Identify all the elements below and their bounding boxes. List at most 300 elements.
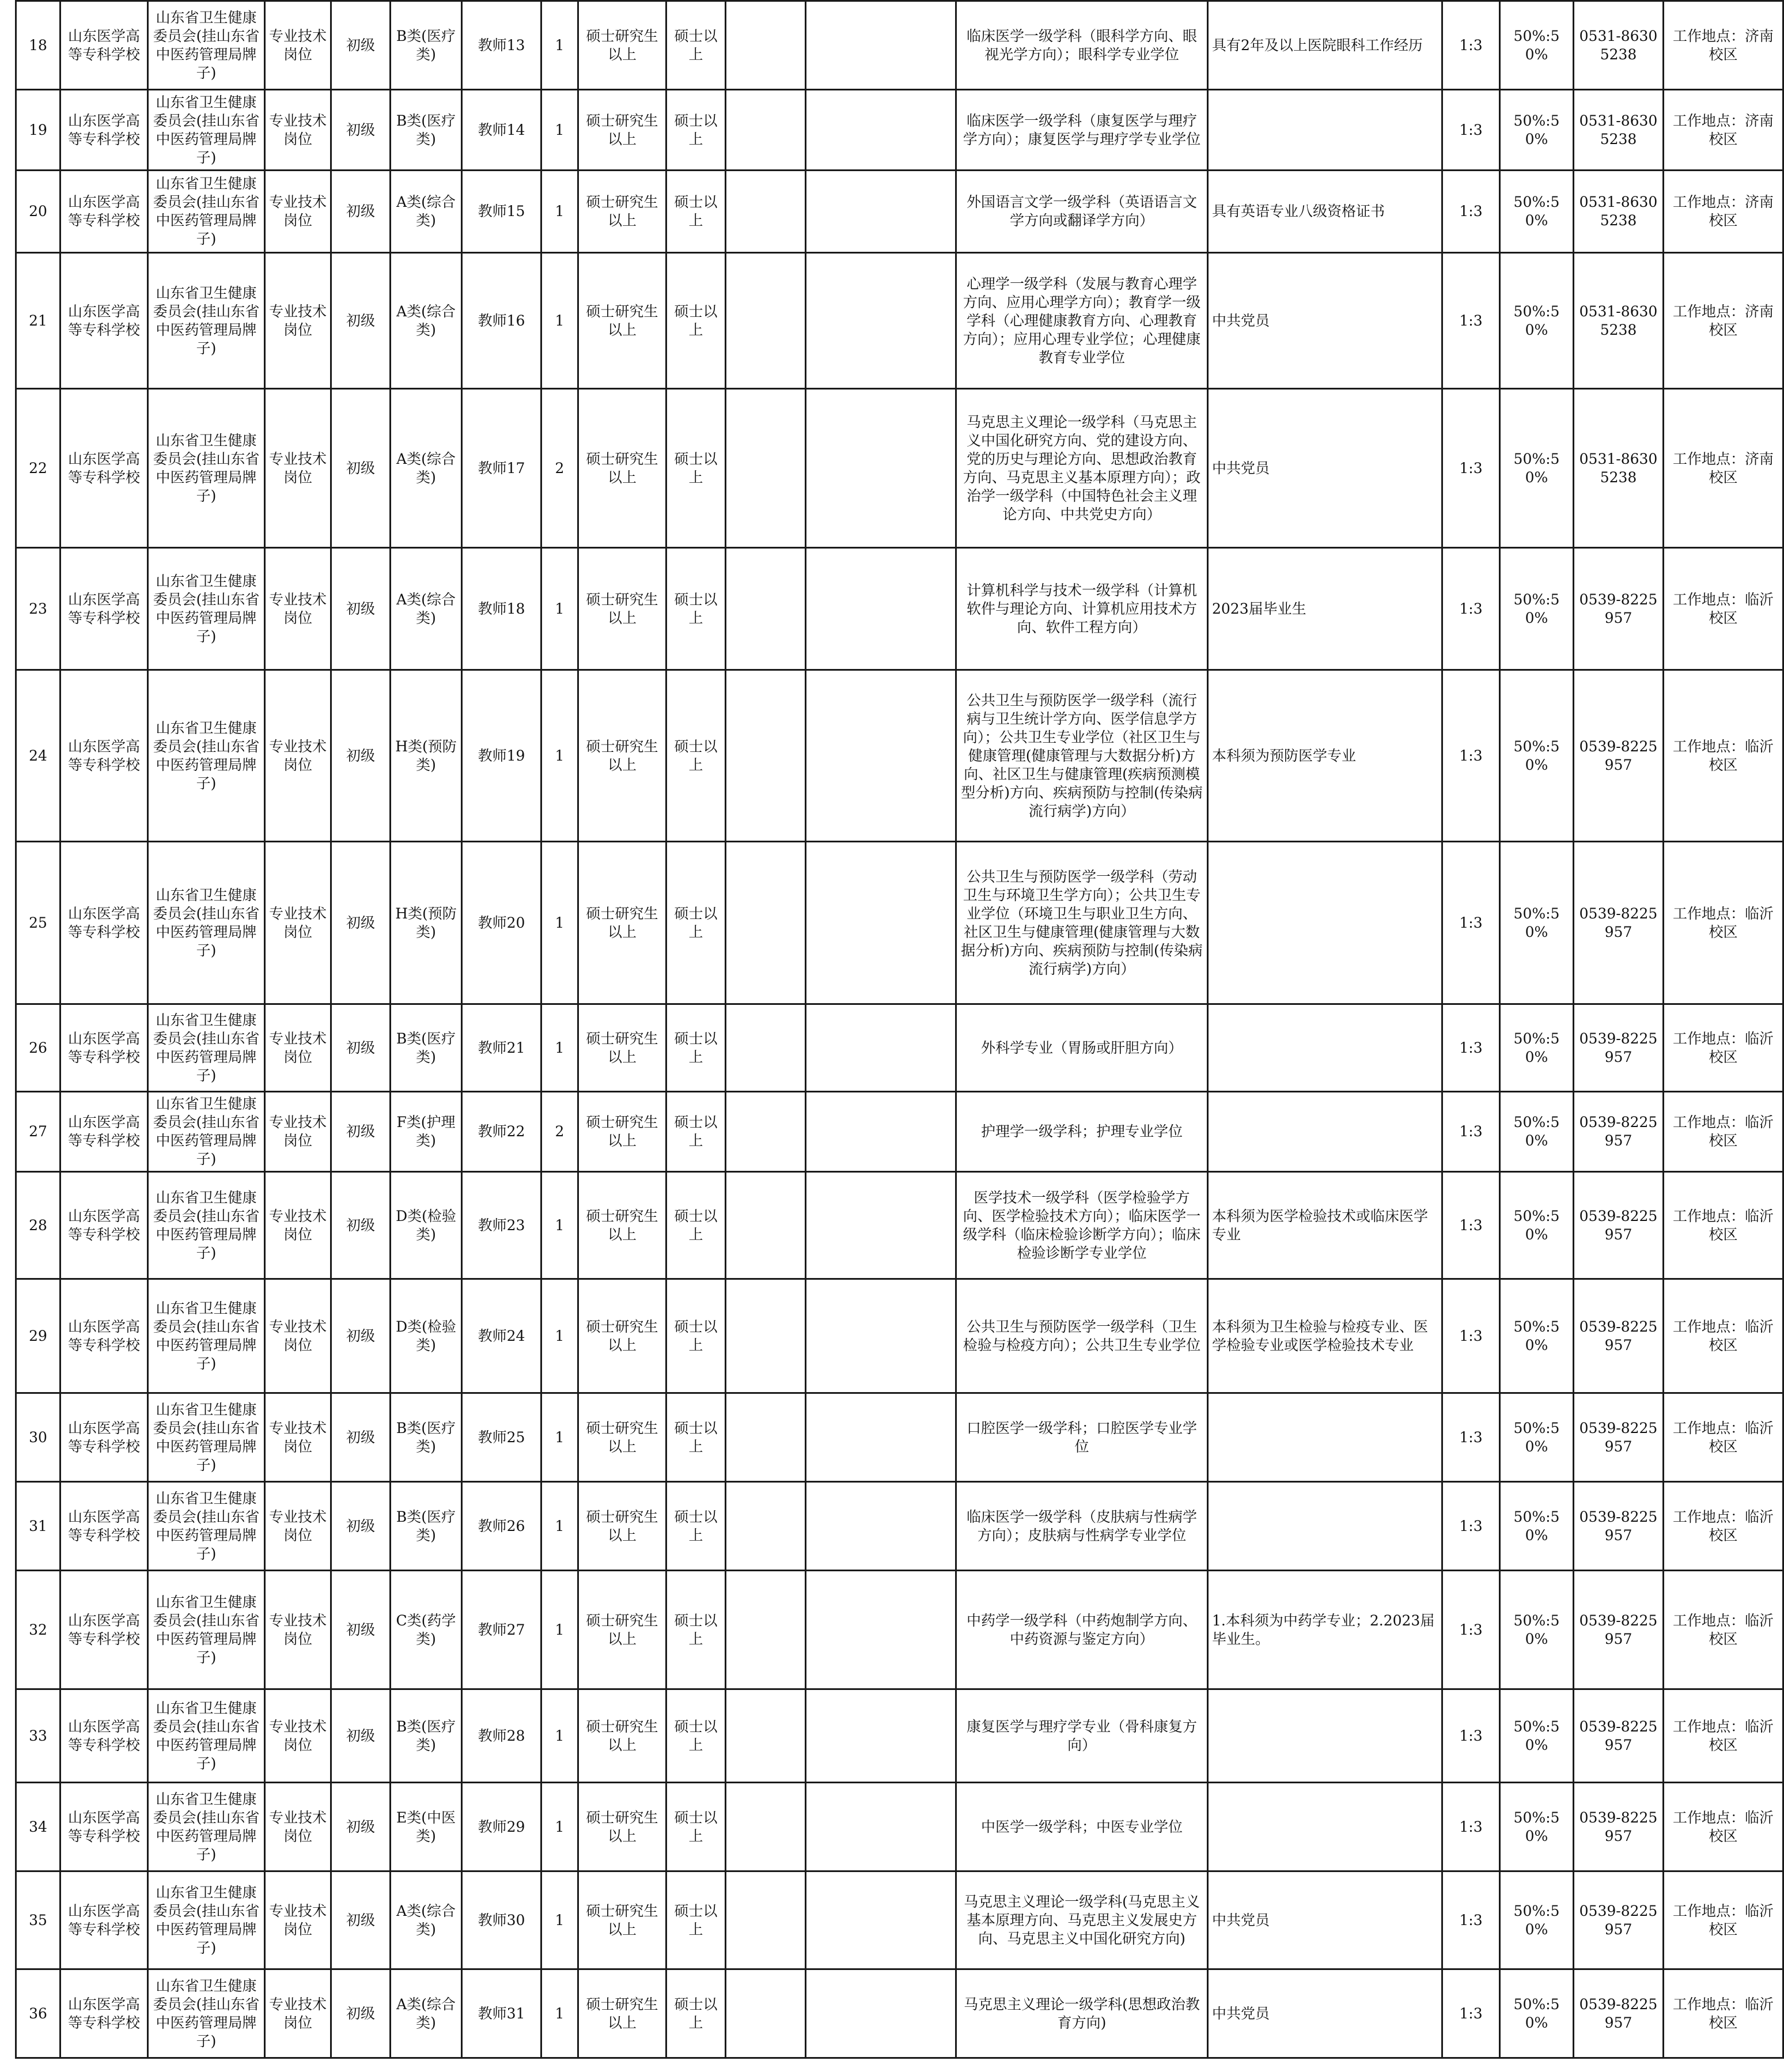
exam-ratio-cell: 1:3: [1442, 253, 1500, 389]
major-cell: 马克思主义理论一级学科(马克思主义基本原理方向、马克思主义发展史方向、马克思主义中国化研究方向): [956, 1871, 1208, 1969]
table-row: [16, 1689, 1783, 1783]
department-cell: 山东省卫生健康委员会(挂山东省中医药管理局牌子): [148, 1571, 265, 1689]
table-row: [16, 1279, 1783, 1393]
post-category-cell: D类(检验类): [391, 1172, 462, 1279]
score-weight-cell: 50%:50%: [1500, 171, 1574, 253]
post-type-cell: 专业技术岗位: [265, 253, 331, 389]
remarks-cell: 工作地点：临沂校区: [1664, 1393, 1783, 1482]
department-cell: 山东省卫生健康委员会(挂山东省中医药管理局牌子): [148, 253, 265, 389]
department-cell: 山东省卫生健康委员会(挂山东省中医药管理局牌子): [148, 1393, 265, 1482]
education-cell: 硕士研究生以上: [578, 1, 666, 90]
table-row: [16, 253, 1783, 389]
blank-cell: [726, 1279, 806, 1393]
degree-cell: 硕士以上: [666, 1393, 726, 1482]
degree-cell: 硕士以上: [666, 1969, 726, 2058]
post-name-cell: 教师16: [462, 253, 541, 389]
blank-cell: [726, 842, 806, 1004]
post-level-cell: 初级: [331, 548, 391, 670]
post-type-cell: 专业技术岗位: [265, 1004, 331, 1092]
table-row: [16, 670, 1783, 842]
requirements-cell: [1208, 90, 1442, 171]
degree-cell: 硕士以上: [666, 548, 726, 670]
blank-cell: [806, 1689, 956, 1783]
post-type-cell: 专业技术岗位: [265, 1571, 331, 1689]
post-level-cell: 初级: [331, 1172, 391, 1279]
contact-phone-cell: 0539-8225957: [1574, 1172, 1664, 1279]
row-number-cell: 28: [16, 1172, 60, 1279]
blank-cell: [806, 1969, 956, 2058]
exam-ratio-cell: 1:3: [1442, 842, 1500, 1004]
education-cell: 硕士研究生以上: [578, 90, 666, 171]
row-number-cell: 35: [16, 1871, 60, 1969]
blank-cell: [726, 1969, 806, 2058]
employer-cell: 山东医学高等专科学校: [60, 90, 148, 171]
employer-cell: 山东医学高等专科学校: [60, 253, 148, 389]
post-name-cell: 教师18: [462, 548, 541, 670]
score-weight-cell: 50%:50%: [1500, 1172, 1574, 1279]
score-weight-cell: 50%:50%: [1500, 1969, 1574, 2058]
education-cell: 硕士研究生以上: [578, 1783, 666, 1871]
post-name-cell: 教师19: [462, 670, 541, 842]
major-cell: 康复医学与理疗学专业（骨科康复方向）: [956, 1689, 1208, 1783]
remarks-cell: 工作地点：临沂校区: [1664, 670, 1783, 842]
exam-ratio-cell: 1:3: [1442, 1482, 1500, 1571]
major-cell: 公共卫生与预防医学一级学科（流行病与卫生统计学方向、医学信息学方向）；公共卫生专业学位（社区卫生与健康管理(健康管理与大数据分析)方向、社区卫生与健康管理(疾病预测模型分析)方向、疾病预防与控制(传染病流行病学)方向）: [956, 670, 1208, 842]
major-cell: 计算机科学与技术一级学科（计算机软件与理论方向、计算机应用技术方向、软件工程方向）: [956, 548, 1208, 670]
blank-cell: [726, 90, 806, 171]
exam-ratio-cell: 1:3: [1442, 1689, 1500, 1783]
post-category-cell: B类(医疗类): [391, 90, 462, 171]
row-number-cell: 21: [16, 253, 60, 389]
exam-ratio-cell: 1:3: [1442, 1172, 1500, 1279]
exam-ratio-cell: 1:3: [1442, 670, 1500, 842]
post-level-cell: 初级: [331, 253, 391, 389]
post-level-cell: 初级: [331, 1571, 391, 1689]
employer-cell: 山东医学高等专科学校: [60, 1783, 148, 1871]
blank-cell: [806, 1, 956, 90]
remarks-cell: 工作地点：临沂校区: [1664, 1689, 1783, 1783]
remarks-cell: 工作地点：临沂校区: [1664, 1783, 1783, 1871]
major-cell: 临床医学一级学科（康复医学与理疗学方向）；康复医学与理疗学专业学位: [956, 90, 1208, 171]
blank-cell: [726, 1482, 806, 1571]
score-weight-cell: 50%:50%: [1500, 1393, 1574, 1482]
post-level-cell: 初级: [331, 1092, 391, 1172]
blank-cell: [806, 670, 956, 842]
education-cell: 硕士研究生以上: [578, 842, 666, 1004]
degree-cell: 硕士以上: [666, 1279, 726, 1393]
major-cell: 口腔医学一级学科；口腔医学专业学位: [956, 1393, 1208, 1482]
degree-cell: 硕士以上: [666, 1172, 726, 1279]
contact-phone-cell: 0539-8225957: [1574, 548, 1664, 670]
department-cell: 山东省卫生健康委员会(挂山东省中医药管理局牌子): [148, 1, 265, 90]
major-cell: 护理学一级学科；护理专业学位: [956, 1092, 1208, 1172]
post-category-cell: A类(综合类): [391, 1871, 462, 1969]
table-body: [16, 1, 1783, 2058]
recruitment-table: [15, 0, 1784, 2059]
department-cell: 山东省卫生健康委员会(挂山东省中医药管理局牌子): [148, 90, 265, 171]
major-cell: 马克思主义理论一级学科（马克思主义中国化研究方向、党的建设方向、党的历史与理论方向、思想政治教育方向、马克思主义基本原理方向）；政治学一级学科（中国特色社会主义理论方向、中共党史方向）: [956, 389, 1208, 548]
post-category-cell: A类(综合类): [391, 171, 462, 253]
requirements-cell: [1208, 1783, 1442, 1871]
exam-ratio-cell: 1:3: [1442, 1279, 1500, 1393]
blank-cell: [806, 171, 956, 253]
headcount-cell: 1: [541, 171, 578, 253]
table-row: [16, 1393, 1783, 1482]
score-weight-cell: 50%:50%: [1500, 548, 1574, 670]
score-weight-cell: 50%:50%: [1500, 1004, 1574, 1092]
degree-cell: 硕士以上: [666, 842, 726, 1004]
department-cell: 山东省卫生健康委员会(挂山东省中医药管理局牌子): [148, 1172, 265, 1279]
table-row: [16, 1092, 1783, 1172]
post-level-cell: 初级: [331, 1279, 391, 1393]
table-row: [16, 1871, 1783, 1969]
score-weight-cell: 50%:50%: [1500, 90, 1574, 171]
blank-cell: [726, 1871, 806, 1969]
blank-cell: [806, 1279, 956, 1393]
headcount-cell: 1: [541, 1871, 578, 1969]
post-name-cell: 教师27: [462, 1571, 541, 1689]
remarks-cell: 工作地点：临沂校区: [1664, 1092, 1783, 1172]
department-cell: 山东省卫生健康委员会(挂山东省中医药管理局牌子): [148, 171, 265, 253]
post-level-cell: 初级: [331, 1969, 391, 2058]
contact-phone-cell: 0539-8225957: [1574, 1783, 1664, 1871]
education-cell: 硕士研究生以上: [578, 1004, 666, 1092]
education-cell: 硕士研究生以上: [578, 1871, 666, 1969]
department-cell: 山东省卫生健康委员会(挂山东省中医药管理局牌子): [148, 1689, 265, 1783]
row-number-cell: 24: [16, 670, 60, 842]
requirements-cell: 本科须为预防医学专业: [1208, 670, 1442, 842]
table-row: [16, 90, 1783, 171]
department-cell: 山东省卫生健康委员会(挂山东省中医药管理局牌子): [148, 1279, 265, 1393]
contact-phone-cell: 0539-8225957: [1574, 1482, 1664, 1571]
employer-cell: 山东医学高等专科学校: [60, 548, 148, 670]
education-cell: 硕士研究生以上: [578, 1571, 666, 1689]
post-type-cell: 专业技术岗位: [265, 1092, 331, 1172]
headcount-cell: 1: [541, 1004, 578, 1092]
post-name-cell: 教师22: [462, 1092, 541, 1172]
table-row: [16, 389, 1783, 548]
department-cell: 山东省卫生健康委员会(挂山东省中医药管理局牌子): [148, 1783, 265, 1871]
contact-phone-cell: 0531-86305238: [1574, 1, 1664, 90]
contact-phone-cell: 0539-8225957: [1574, 1969, 1664, 2058]
education-cell: 硕士研究生以上: [578, 1393, 666, 1482]
post-type-cell: 专业技术岗位: [265, 171, 331, 253]
table-row: [16, 1, 1783, 90]
blank-cell: [806, 1092, 956, 1172]
remarks-cell: 工作地点：临沂校区: [1664, 1482, 1783, 1571]
headcount-cell: 1: [541, 1783, 578, 1871]
department-cell: 山东省卫生健康委员会(挂山东省中医药管理局牌子): [148, 842, 265, 1004]
employer-cell: 山东医学高等专科学校: [60, 1, 148, 90]
contact-phone-cell: 0539-8225957: [1574, 1092, 1664, 1172]
post-level-cell: 初级: [331, 1004, 391, 1092]
contact-phone-cell: 0539-8225957: [1574, 1871, 1664, 1969]
major-cell: 心理学一级学科（发展与教育心理学方向、应用心理学方向）；教育学一级学科（心理健康教育方向、心理教育方向）；应用心理专业学位；心理健康教育专业学位: [956, 253, 1208, 389]
education-cell: 硕士研究生以上: [578, 1689, 666, 1783]
employer-cell: 山东医学高等专科学校: [60, 1871, 148, 1969]
employer-cell: 山东医学高等专科学校: [60, 1393, 148, 1482]
department-cell: 山东省卫生健康委员会(挂山东省中医药管理局牌子): [148, 1092, 265, 1172]
post-type-cell: 专业技术岗位: [265, 1393, 331, 1482]
row-number-cell: 25: [16, 842, 60, 1004]
major-cell: 外国语言文学一级学科（英语语言文学方向或翻译学方向）: [956, 171, 1208, 253]
table-row: [16, 1783, 1783, 1871]
score-weight-cell: 50%:50%: [1500, 670, 1574, 842]
post-name-cell: 教师14: [462, 90, 541, 171]
post-level-cell: 初级: [331, 1482, 391, 1571]
blank-cell: [726, 670, 806, 842]
employer-cell: 山东医学高等专科学校: [60, 1689, 148, 1783]
education-cell: 硕士研究生以上: [578, 1279, 666, 1393]
row-number-cell: 29: [16, 1279, 60, 1393]
degree-cell: 硕士以上: [666, 1482, 726, 1571]
headcount-cell: 1: [541, 1, 578, 90]
education-cell: 硕士研究生以上: [578, 171, 666, 253]
degree-cell: 硕士以上: [666, 1871, 726, 1969]
exam-ratio-cell: 1:3: [1442, 1393, 1500, 1482]
degree-cell: 硕士以上: [666, 1092, 726, 1172]
requirements-cell: 中共党员: [1208, 253, 1442, 389]
row-number-cell: 27: [16, 1092, 60, 1172]
employer-cell: 山东医学高等专科学校: [60, 1279, 148, 1393]
major-cell: 医学技术一级学科（医学检验学方向、医学检验技术方向）；临床医学一级学科（临床检验诊断学方向）；临床检验诊断学专业学位: [956, 1172, 1208, 1279]
degree-cell: 硕士以上: [666, 253, 726, 389]
blank-cell: [806, 1571, 956, 1689]
exam-ratio-cell: 1:3: [1442, 90, 1500, 171]
requirements-cell: 本科须为卫生检验与检疫专业、医学检验专业或医学检验技术专业: [1208, 1279, 1442, 1393]
blank-cell: [726, 1092, 806, 1172]
department-cell: 山东省卫生健康委员会(挂山东省中医药管理局牌子): [148, 1871, 265, 1969]
blank-cell: [806, 1783, 956, 1871]
row-number-cell: 22: [16, 389, 60, 548]
contact-phone-cell: 0539-8225957: [1574, 1689, 1664, 1783]
blank-cell: [726, 548, 806, 670]
post-type-cell: 专业技术岗位: [265, 1783, 331, 1871]
row-number-cell: 36: [16, 1969, 60, 2058]
headcount-cell: 1: [541, 670, 578, 842]
department-cell: 山东省卫生健康委员会(挂山东省中医药管理局牌子): [148, 670, 265, 842]
table-row: [16, 548, 1783, 670]
score-weight-cell: 50%:50%: [1500, 1571, 1574, 1689]
blank-cell: [726, 389, 806, 548]
requirements-cell: [1208, 842, 1442, 1004]
remarks-cell: 工作地点：临沂校区: [1664, 1871, 1783, 1969]
table-row: [16, 171, 1783, 253]
post-category-cell: H类(预防类): [391, 670, 462, 842]
department-cell: 山东省卫生健康委员会(挂山东省中医药管理局牌子): [148, 548, 265, 670]
blank-cell: [726, 1689, 806, 1783]
requirements-cell: 中共党员: [1208, 1871, 1442, 1969]
degree-cell: 硕士以上: [666, 1783, 726, 1871]
contact-phone-cell: 0539-8225957: [1574, 1279, 1664, 1393]
post-type-cell: 专业技术岗位: [265, 1279, 331, 1393]
post-name-cell: 教师23: [462, 1172, 541, 1279]
post-name-cell: 教师28: [462, 1689, 541, 1783]
post-level-cell: 初级: [331, 389, 391, 548]
contact-phone-cell: 0531-86305238: [1574, 389, 1664, 548]
post-type-cell: 专业技术岗位: [265, 670, 331, 842]
employer-cell: 山东医学高等专科学校: [60, 389, 148, 548]
employer-cell: 山东医学高等专科学校: [60, 1571, 148, 1689]
headcount-cell: 1: [541, 842, 578, 1004]
post-name-cell: 教师25: [462, 1393, 541, 1482]
exam-ratio-cell: 1:3: [1442, 1092, 1500, 1172]
post-category-cell: F类(护理类): [391, 1092, 462, 1172]
remarks-cell: 工作地点：济南校区: [1664, 90, 1783, 171]
post-name-cell: 教师20: [462, 842, 541, 1004]
education-cell: 硕士研究生以上: [578, 389, 666, 548]
degree-cell: 硕士以上: [666, 1004, 726, 1092]
headcount-cell: 1: [541, 1482, 578, 1571]
post-category-cell: A类(综合类): [391, 1969, 462, 2058]
contact-phone-cell: 0539-8225957: [1574, 1571, 1664, 1689]
degree-cell: 硕士以上: [666, 389, 726, 548]
degree-cell: 硕士以上: [666, 1571, 726, 1689]
headcount-cell: 1: [541, 1279, 578, 1393]
post-category-cell: A类(综合类): [391, 253, 462, 389]
score-weight-cell: 50%:50%: [1500, 389, 1574, 548]
score-weight-cell: 50%:50%: [1500, 842, 1574, 1004]
post-category-cell: B类(医疗类): [391, 1004, 462, 1092]
remarks-cell: 工作地点：临沂校区: [1664, 1969, 1783, 2058]
remarks-cell: 工作地点：济南校区: [1664, 1, 1783, 90]
row-number-cell: 26: [16, 1004, 60, 1092]
employer-cell: 山东医学高等专科学校: [60, 1172, 148, 1279]
major-cell: 临床医学一级学科（皮肤病与性病学方向）；皮肤病与性病学专业学位: [956, 1482, 1208, 1571]
post-level-cell: 初级: [331, 842, 391, 1004]
employer-cell: 山东医学高等专科学校: [60, 1004, 148, 1092]
major-cell: 中药学一级学科（中药炮制学方向、中药资源与鉴定方向）: [956, 1571, 1208, 1689]
employer-cell: 山东医学高等专科学校: [60, 1482, 148, 1571]
exam-ratio-cell: 1:3: [1442, 1004, 1500, 1092]
degree-cell: 硕士以上: [666, 670, 726, 842]
post-name-cell: 教师30: [462, 1871, 541, 1969]
post-category-cell: B类(医疗类): [391, 1482, 462, 1571]
contact-phone-cell: 0531-86305238: [1574, 171, 1664, 253]
row-number-cell: 32: [16, 1571, 60, 1689]
contact-phone-cell: 0539-8225957: [1574, 670, 1664, 842]
requirements-cell: 具有英语专业八级资格证书: [1208, 171, 1442, 253]
headcount-cell: 1: [541, 1969, 578, 2058]
table-row: [16, 842, 1783, 1004]
headcount-cell: 1: [541, 1393, 578, 1482]
department-cell: 山东省卫生健康委员会(挂山东省中医药管理局牌子): [148, 1004, 265, 1092]
table-row: [16, 1969, 1783, 2058]
blank-cell: [806, 1172, 956, 1279]
remarks-cell: 工作地点：临沂校区: [1664, 1004, 1783, 1092]
row-number-cell: 18: [16, 1, 60, 90]
education-cell: 硕士研究生以上: [578, 1172, 666, 1279]
row-number-cell: 33: [16, 1689, 60, 1783]
row-number-cell: 31: [16, 1482, 60, 1571]
education-cell: 硕士研究生以上: [578, 1969, 666, 2058]
exam-ratio-cell: 1:3: [1442, 548, 1500, 670]
requirements-cell: [1208, 1004, 1442, 1092]
requirements-cell: 中共党员: [1208, 389, 1442, 548]
blank-cell: [806, 389, 956, 548]
major-cell: 临床医学一级学科（眼科学方向、眼视光学方向）；眼科学专业学位: [956, 1, 1208, 90]
post-type-cell: 专业技术岗位: [265, 1482, 331, 1571]
remarks-cell: 工作地点：临沂校区: [1664, 1571, 1783, 1689]
requirements-cell: [1208, 1482, 1442, 1571]
headcount-cell: 2: [541, 1092, 578, 1172]
blank-cell: [806, 1482, 956, 1571]
headcount-cell: 1: [541, 90, 578, 171]
post-category-cell: A类(综合类): [391, 389, 462, 548]
post-type-cell: 专业技术岗位: [265, 1172, 331, 1279]
row-number-cell: 19: [16, 90, 60, 171]
blank-cell: [806, 1004, 956, 1092]
post-category-cell: D类(检验类): [391, 1279, 462, 1393]
row-number-cell: 34: [16, 1783, 60, 1871]
department-cell: 山东省卫生健康委员会(挂山东省中医药管理局牌子): [148, 1969, 265, 2058]
post-category-cell: B类(医疗类): [391, 1393, 462, 1482]
post-level-cell: 初级: [331, 670, 391, 842]
score-weight-cell: 50%:50%: [1500, 1871, 1574, 1969]
requirements-cell: 本科须为医学检验技术或临床医学专业: [1208, 1172, 1442, 1279]
employer-cell: 山东医学高等专科学校: [60, 842, 148, 1004]
employer-cell: 山东医学高等专科学校: [60, 1092, 148, 1172]
blank-cell: [726, 1783, 806, 1871]
requirements-cell: 2023届毕业生: [1208, 548, 1442, 670]
degree-cell: 硕士以上: [666, 1689, 726, 1783]
contact-phone-cell: 0539-8225957: [1574, 1004, 1664, 1092]
requirements-cell: 1.本科须为中药学专业；2.2023届毕业生。: [1208, 1571, 1442, 1689]
row-number-cell: 20: [16, 171, 60, 253]
blank-cell: [726, 1172, 806, 1279]
remarks-cell: 工作地点：临沂校区: [1664, 842, 1783, 1004]
post-category-cell: H类(预防类): [391, 842, 462, 1004]
post-name-cell: 教师31: [462, 1969, 541, 2058]
major-cell: 公共卫生与预防医学一级学科（劳动卫生与环境卫生学方向）；公共卫生专业学位（环境卫生与职业卫生方向、社区卫生与健康管理(健康管理与大数据分析)方向、疾病预防与控制(传染病流行病学)方向）: [956, 842, 1208, 1004]
employer-cell: 山东医学高等专科学校: [60, 1969, 148, 2058]
post-level-cell: 初级: [331, 1871, 391, 1969]
row-number-cell: 30: [16, 1393, 60, 1482]
post-type-cell: 专业技术岗位: [265, 1969, 331, 2058]
post-level-cell: 初级: [331, 1393, 391, 1482]
major-cell: 中医学一级学科；中医专业学位: [956, 1783, 1208, 1871]
post-category-cell: B类(医疗类): [391, 1689, 462, 1783]
major-cell: 公共卫生与预防医学一级学科（卫生检验与检疫方向）；公共卫生专业学位: [956, 1279, 1208, 1393]
employer-cell: 山东医学高等专科学校: [60, 670, 148, 842]
blank-cell: [806, 1393, 956, 1482]
degree-cell: 硕士以上: [666, 1, 726, 90]
requirements-cell: 具有2年及以上医院眼科工作经历: [1208, 1, 1442, 90]
blank-cell: [726, 1571, 806, 1689]
remarks-cell: 工作地点：临沂校区: [1664, 1172, 1783, 1279]
score-weight-cell: 50%:50%: [1500, 1482, 1574, 1571]
blank-cell: [726, 1, 806, 90]
headcount-cell: 1: [541, 548, 578, 670]
remarks-cell: 工作地点：济南校区: [1664, 171, 1783, 253]
post-name-cell: 教师21: [462, 1004, 541, 1092]
blank-cell: [806, 548, 956, 670]
education-cell: 硕士研究生以上: [578, 1092, 666, 1172]
exam-ratio-cell: 1:3: [1442, 1969, 1500, 2058]
post-name-cell: 教师13: [462, 1, 541, 90]
table-row: [16, 1482, 1783, 1571]
score-weight-cell: 50%:50%: [1500, 1279, 1574, 1393]
exam-ratio-cell: 1:3: [1442, 1871, 1500, 1969]
score-weight-cell: 50%:50%: [1500, 1092, 1574, 1172]
score-weight-cell: 50%:50%: [1500, 1, 1574, 90]
exam-ratio-cell: 1:3: [1442, 1571, 1500, 1689]
post-name-cell: 教师17: [462, 389, 541, 548]
major-cell: 外科学专业（胃肠或肝胆方向）: [956, 1004, 1208, 1092]
post-category-cell: E类(中医类): [391, 1783, 462, 1871]
row-number-cell: 23: [16, 548, 60, 670]
blank-cell: [726, 171, 806, 253]
